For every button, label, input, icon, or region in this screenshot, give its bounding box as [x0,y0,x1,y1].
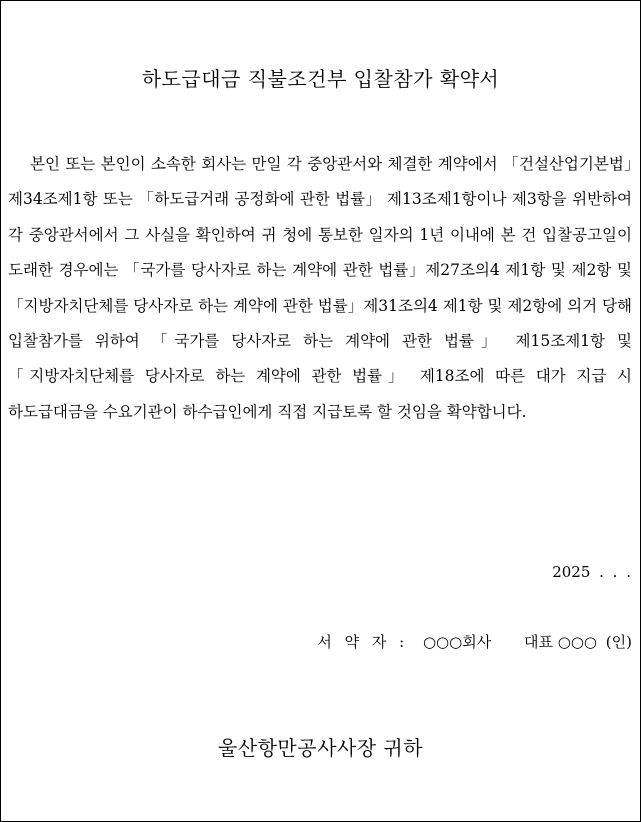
addressee: 울산항만공사사장 귀하 [217,736,424,760]
document-title: 하도급대금 직불조건부 입찰참가 확약서 [141,67,500,91]
signer-company: ○○○회사 [422,633,492,651]
pledge-body-text: 본인 또는 본인이 소속한 회사는 만일 각 중앙관서와 체결한 계약에서 「건설산업기본법」제34조제1항 또는 「하도급거래 공정화에 관한 법률」 제13조제1항이나 제3항을 위반하여 각 중앙관서에서 그 사실을 확인하여 귀 청에 통보한 일자의 1년 이내에 본 건 입찰공고일이 도래한 경우에는 「국가를 당사자로 하는 계약에 관한 법률」제27조의4 제1항 및 제2항 및 「지방자치단체를 당사자로 하는 계약에 관한 법률」제31조의4 제1항 및 제2항에 의거 당해 입찰참가를 위하여 「국가를 당사자로 하는 계약에 관한 법률」 제15조제1항 및 「지방자치단체를 당사자로 하는 계약에 관한 법률」 제18조에 따른 대가 지급 시 하도급대금을 수요기관이 하수급인에게 직접 지급토록 할 것임을 확약합니다. [8,155,632,421]
signing-date: 2025 . . . [552,563,631,581]
signer-line [317,631,632,652]
signer-label: 서 약 자 : [317,633,409,651]
signer-seal: (인) [605,633,632,651]
signer-representative: 대표 ○○○ [524,633,598,651]
